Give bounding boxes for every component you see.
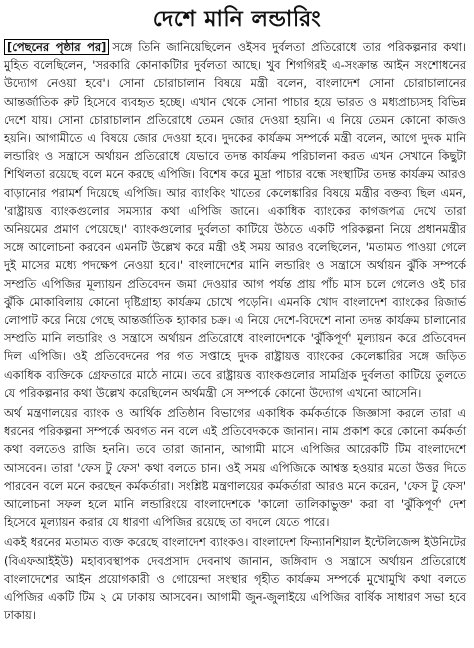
article-paragraph [4,404,466,531]
article-paragraph [4,533,466,624]
article-body [4,38,466,625]
header-strip [0,0,474,5]
paragraph-text: সঙ্গে তিনি জানিয়েছিলেন ওইসব দুর্বলতা প্রতিরোধে তার পরিকল্পনার কথা। মুহিত বলেছিলেন, 'সরকারি কোনাকটিার দুর্বলতা আছে। খুব শিগগিরই এ-সংক্রান্ত আইন সংশোধনের উদ্যোগ নেওয়া হবে'। সোনা চোরাচালান বিষয়ে মন্ত্রী বলেন, বাংলাদেশ সোনা চোরাচালানের আন্তর্জাতিক রুট হিসেবে ব্যবহৃত হচ্ছে। এখান থেকে সোনা পাচার হয়ে ভারত ও মধ্যপ্রাচ্যসহ বিভিন্ন দেশে যায়। সোনা চোরাচালান প্রতিরোধে তেমন জোর দেওয়া হয়নি। এ নিয়ে তেমন কোনো কাজও হয়নি। আগামীতে এ বিষয়ে জোর দেওয়া হবে। দুদকের কার্যক্রম সম্পর্কে মন্ত্রী বলেন, আগে দুদক মানি লন্ডারিং ও সন্ত্রাসে অর্থায়ন প্রতিরোধে যেভাবে তদন্ত কার্যক্রম পরিচালনা করত এখন সেখানে কিছুটা শিথিলতা রয়েছে বলে মনে করছে এপিজি। বিশেষ করে মুদ্রা পাচার বন্ধে সংস্থাটির তদন্ত কার্যক্রম আরও বাড়ানোর পরামর্শ দিয়েছে এপিজি। আর ব্যাংকিং খাতের কেলেঙ্কারির বিষয়ে মন্ত্রীর বক্তব্য ছিল এমন, 'রাষ্ট্রায়ত্ত ব্যাংকগুলোর সমস্যার কথা এপিজি জানে। একাধিক ব্যাংকের কাগজপত্র দেখে তারা অনিয়মের প্রমাণ পেয়েছে।' ব্যাংকগুলোর দুর্বলতা কাটিয়ে উঠতে একটি পরিকল্পনা নিয়ে প্রধানমন্ত্রীর সঙ্গে আলোচনা করবেন এমনটি উল্লেখ করে মন্ত্রী ওই সময় আরও বলেছিলেন, 'মতামত পাওয়া গেলে দুই মাসের মধ্যে পদক্ষেপ নেওয়া হবে।' বাংলাদেশের মানি লন্ডারিং ও সন্ত্রাসে অর্থায়ন ঝুঁকি সম্পর্কে সম্প্রতি এপিজির মূল্যায়ন প্রতিবেদন জমা দেওয়ার আগ পর্যন্ত প্রায় পাঁচ মাস চলে গেলেও ওই চার ঝুঁকি মোকাবিলায় কোনো দৃষ্টিগ্রাহ্য কার্যক্রম চোখে পড়েনি। এমনকি খোদ বাংলাদেশ ব্যাংকের রিজার্ভ লোপাট করে নিয়ে গেছে আন্তর্জাতিক হ্যাকার চক্র। এ নিয়ে দেশে-বিদেশে নানা তদন্ত কার্যক্রম চালানোর সম্প্রতি মানি লন্ডারিং ও সন্ত্রাসে অর্থায়ন প্রতিরোধে বাংলাদেশকে 'ঝুঁকিপূর্ণ' মূল্যায়ন করে প্রতিবেদন দিল এপিজি। ওই প্রতিবেদনের পর গত সপ্তাহে দুদক রাষ্ট্রায়ত্ত ব্যাংকের কেলেঙ্কারির সঙ্গে জড়িত একাধিক ব্যক্তিকে গ্রেফতারে মাঠে নামে। তবে রাষ্ট্রায়ত্ত ব্যাংকগুলোর সামগ্রিক দুর্বলতা কাটিয়ে তুলতে যে পরিকল্পনার কথা উল্লেখ করেছিলেন অর্থমন্ত্রী সে সম্পর্কে কোনো উদ্যোগ এখনো আসেনি। [4,40,466,400]
article-paragraph [4,38,466,402]
paragraph-text: অর্থ মন্ত্রণালয়ের ব্যাংক ও আর্থিক প্রতিষ্ঠান বিভাগের একাধিক কর্মকর্তাকে জিজ্ঞাসা করলে তারা এ ধরনের পরিকল্পনা সম্পর্কে অবগত নন বলে এই প্রতিবেদককে জানান। নাম প্রকাশ করে কোনো কর্মকর্তা কথা বলতেও রাজি হননি। তবে তারা জানান, আগামী মাসে এপিজির আরেকটি টিম বাংলাদেশে আসবেন। তারা 'ফেস টু ফেস' কথা বলতে চান। ওই সময় এপিজিকে আশ্বস্ত হওয়ার মতো উত্তর দিতে পারবেন বলে মনে করছেন কর্মকর্তারা। সংশ্লিষ্ট মন্ত্রণালয়ের কর্মকর্তারা আরও মনে করেন, 'ফেস টু ফেস' আলোচনা সফল হলে মানি লন্ডারিংয়ে বাংলাদেশকে 'কালো তালিকাভুক্ত' করা বা 'ঝুঁকিপূর্ণ' দেশ হিসেবে মূল্যায়ন করার যে ধারণা এপিজির রয়েছে তা বদলে যেতে পারে। [4,406,466,530]
continuation-label: [পেছনের পৃষ্ঠার পর] [4,39,109,55]
paragraph-text: একই ধরনের মতামত ব্যক্ত করেছে বাংলাদেশ ব্যাংকও। বাংলাদেশ ফিন্যানশিয়াল ইন্টেলিজেন্স ইউনিটের (বিএফআইইউ) মহাব্যবস্থাপক দেবপ্রসাদ দেবনাথ জানান, জঙ্গিবাদ ও সন্ত্রাসে অর্থায়ন প্রতিরোধে বাংলাদেশের আইন প্রয়োগকারী ও গোয়েন্দা সংস্থার গৃহীত কার্যক্রম সম্পর্কে মুখোমুখি কথা বলতে এপিজির একটি টিম ২ মে ঢাকায় আসবেন। আগামী জুন-জুলাইয়ে এপিজির বার্ষিক সাধারণ সভা হবে ঢাকায়। [4,535,466,623]
article-headline: দেশে মানি লন্ডারিং [152,7,322,32]
